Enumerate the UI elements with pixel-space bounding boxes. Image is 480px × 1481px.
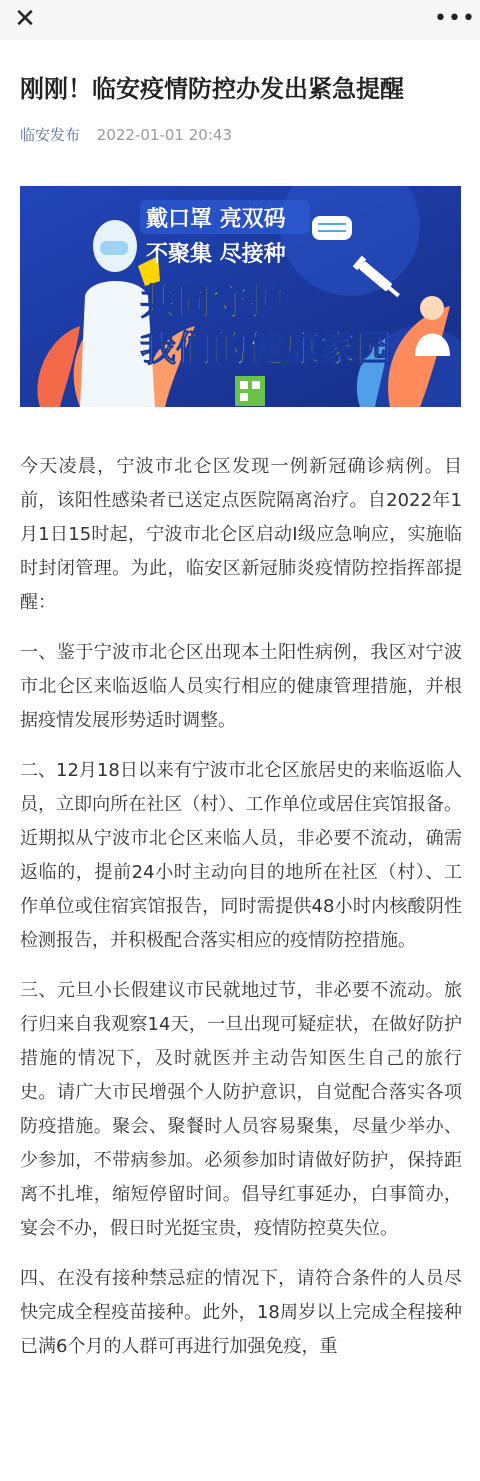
banner-line-3: 共同守护 — [140, 282, 285, 323]
banner-illustration — [20, 186, 461, 407]
article-meta — [20, 124, 232, 145]
banner-line-2: 不聚集 尽接种 — [146, 242, 286, 267]
paragraph: 二、12月18日以来有宁波市北仑区旅居史的来临返临人员，立即向所在社区（村）、工作单位或居住宾馆报备。近期拟从宁波市北仑区来临人员，非必要不流动，确需返临的，提前24小时主动向目的地所在社区（村）、工作单位或住宿宾馆报告，同时需提供48小时内核酸阴性检测报告，并积极配合落实相应的疫情防控措施。 — [20, 760, 462, 951]
article-title: 刚刚！临安疫情防控办发出紧急提醒 — [20, 75, 404, 103]
top-bar — [0, 0, 480, 40]
paragraph: 三、元旦小长假建议市民就地过节，非必要不流动。旅行归来自我观察14天，一旦出现可疑症状，在做好防护措施的情况下，及时就医并主动告知医生自己的旅行史。请广大市民增强个人防护意识，自觉配合落实各项防疫措施。聚会、聚餐时人员容易聚集，尽量少举办、少参加，不带病参加。必须参加时请做好防护，保持距离不扎堆，缩短停留时间。倡导红事延办，白事简办，宴会不办，假日时光挺宝贵，疫情防控莫失位。 — [20, 980, 462, 1239]
paragraph: 一、鉴于宁波市北仑区出现本土阳性病例，我区对宁波市北仑区来临返临人员实行相应的健康管理措施，并根据疫情发展形势适时调整。 — [20, 642, 462, 731]
account-name-link[interactable]: 临安发布 — [20, 126, 81, 144]
banner-image — [20, 186, 461, 407]
article-body — [20, 450, 462, 1380]
paragraph: 四、在没有接种禁忌症的情况下，请符合条件的人员尽快完成全程疫苗接种。此外，18周岁以上完成全程接种已满6个月的人群可再进行加强免疫，重 — [20, 1268, 462, 1357]
more-icon[interactable]: ••• — [434, 6, 476, 31]
banner-line-1: 戴口罩 亮双码 — [146, 207, 286, 232]
publish-date: 2022-01-01 20:43 — [96, 126, 232, 144]
paragraph: 今天凌晨，宁波市北仑区发现一例新冠确诊病例。目前，该阳性感染者已送定点医院隔离治疗。自2022年1月1日15时起，宁波市北仑区启动I级应急响应，实施临时封闭管理。为此，临安区新冠肺炎疫情防控指挥部提醒： — [20, 456, 462, 613]
banner-line-4: 我们的健康家园 — [140, 329, 393, 370]
close-icon[interactable]: ✕ — [14, 4, 36, 34]
